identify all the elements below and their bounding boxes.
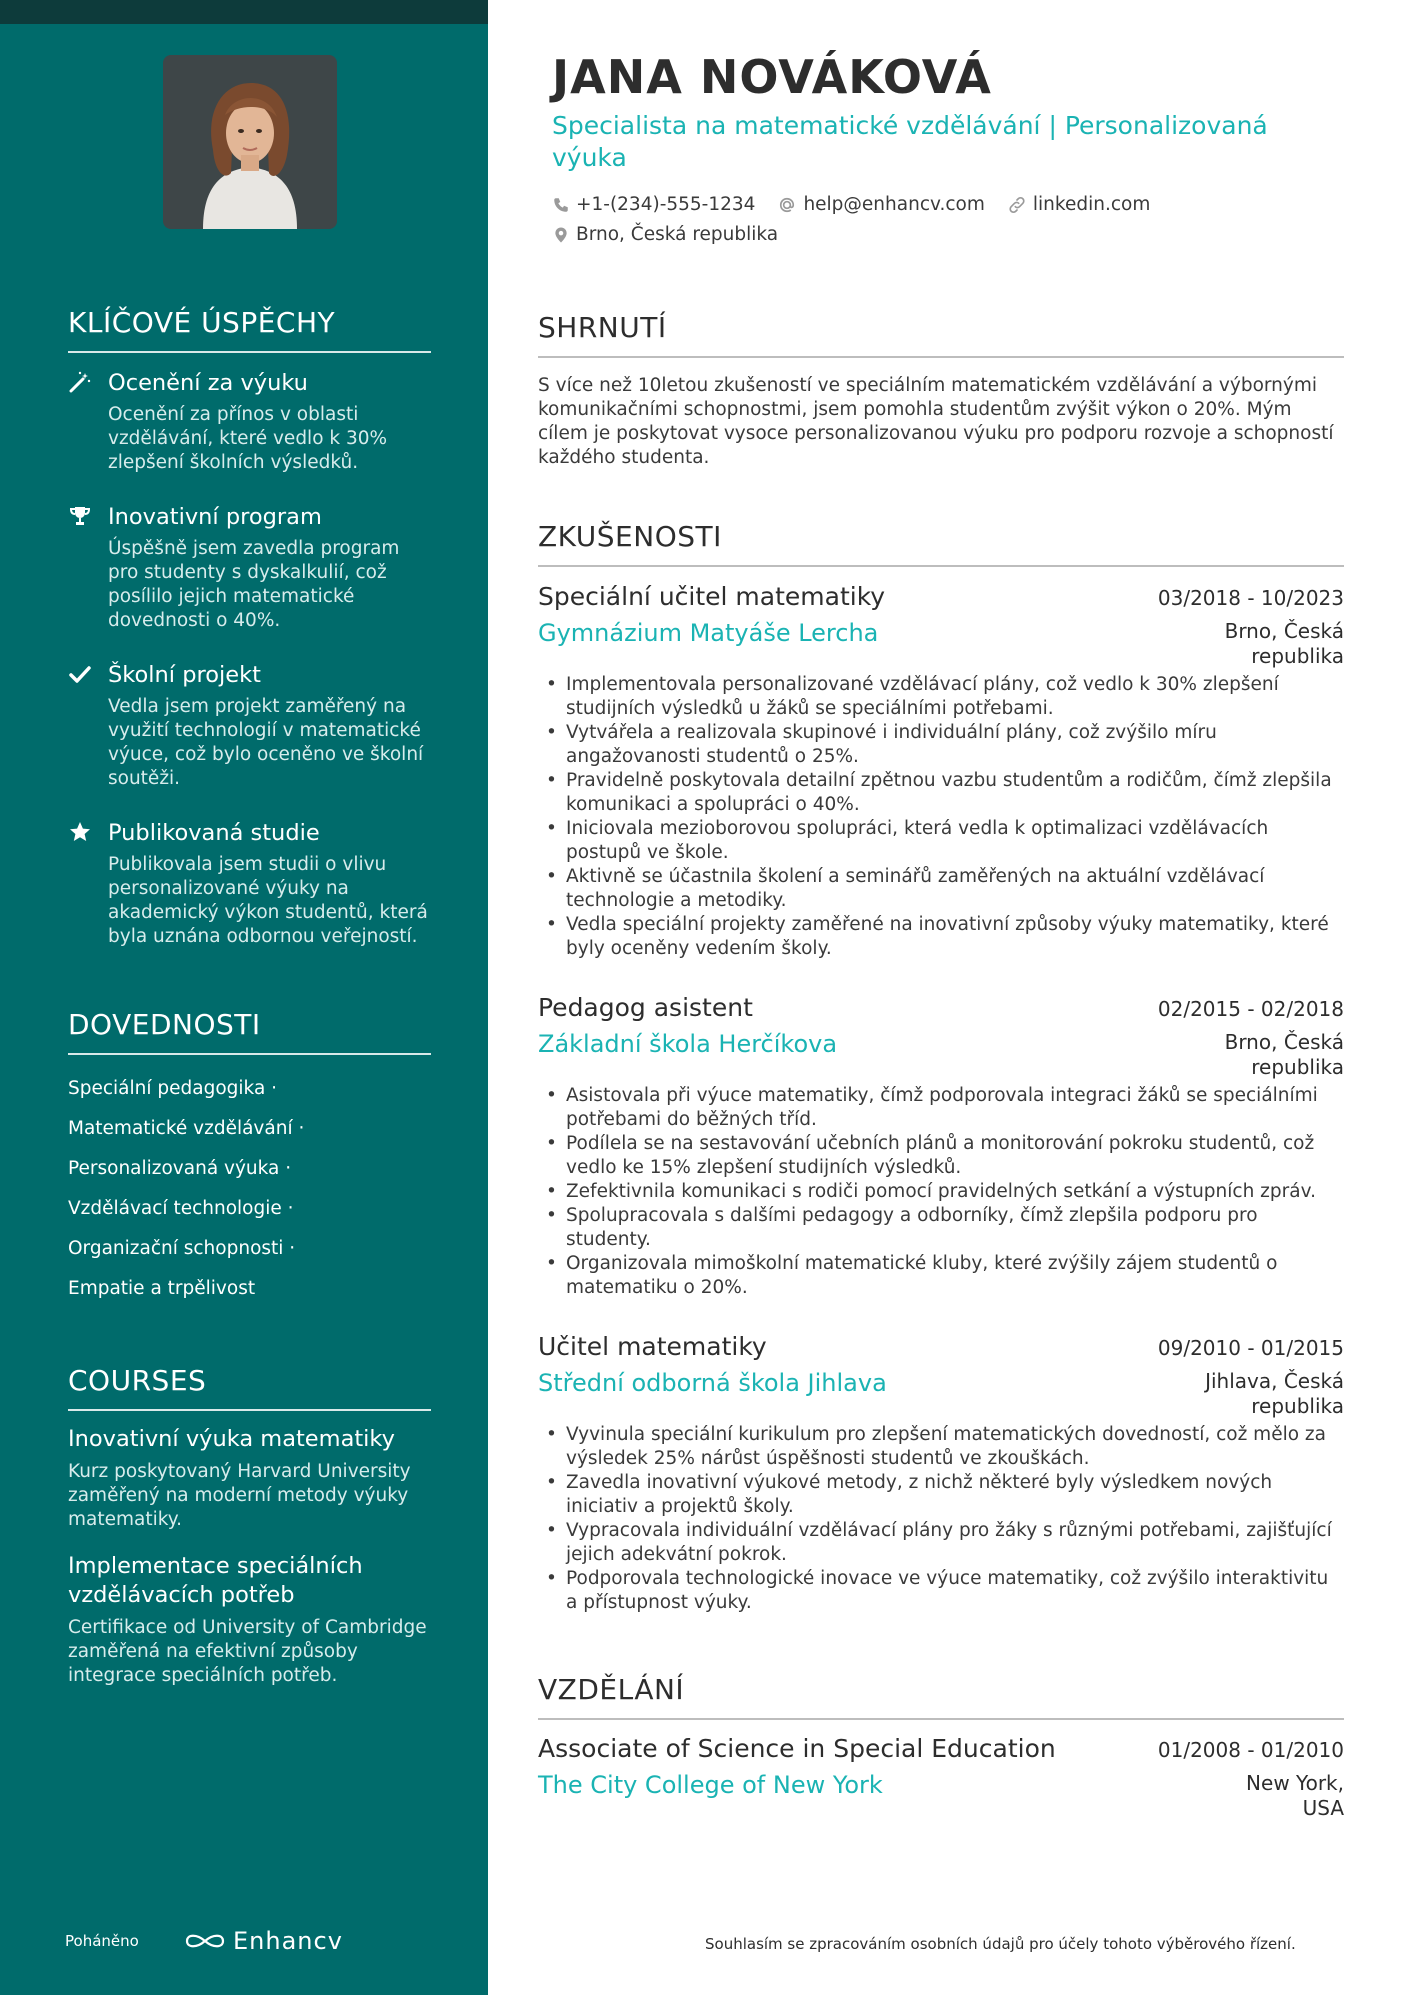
courses-section [68, 1364, 431, 1708]
phone-icon [552, 196, 570, 214]
enhancv-logo[interactable] [183, 1927, 343, 1955]
achievement-description: Vedla jsem projekt zaměřený na využití technologií v matematické výuce, což bylo oceněno ve školní soutěži. [108, 696, 424, 789]
consent-note: Souhlasím se zpracováním osobních údajů pro účely tohoto výběrového řízení. [705, 1935, 1296, 1953]
skill-item: Empatie a trpělivost [68, 1278, 256, 1299]
enhancv-brand: Enhancv [233, 1927, 343, 1955]
job-location: Brno, Česká republika [1224, 619, 1344, 668]
job-company: Základní škola Herčíkova [538, 1030, 838, 1058]
achievement-description: Ocenění za přínos v oblasti vzdělávání, které vedlo k 30% zlepšení školních výsledků. [108, 404, 388, 473]
job-bullets [538, 673, 1344, 961]
achievement-item [68, 367, 431, 475]
education-degree: Associate of Science in Special Education [538, 1734, 1056, 1763]
achievement-title: Inovativní program [108, 504, 322, 530]
job-bullet: • Zavedla inovativní výukové metody, z nichž některé byly výsledkem nových iniciativ a projektů školy. [538, 1471, 1344, 1519]
job-bullet: • Spolupracovala s dalšími pedagogy a odborníky, čímž zlepšila podporu pro studenty. [538, 1204, 1344, 1252]
skill-item: Matematické vzdělávání · [68, 1118, 305, 1139]
education-title: VZDĚLÁNÍ [538, 1673, 1344, 1720]
profile-photo [163, 55, 337, 229]
email-text: help@enhancv.com [803, 194, 985, 215]
phone-text: +1-(234)-555-1234 [576, 194, 756, 215]
job-title: Učitel matematiky [538, 1332, 767, 1361]
education-dates: 01/2008 - 01/2010 [1157, 1738, 1344, 1762]
job-bullet: • Implementovala personalizované vzdělávací plány, což vedlo k 30% zlepšení studijních výsledků u žáků se speciálními potřebami. [538, 673, 1344, 721]
job-bullet: • Zefektivnila komunikaci s rodiči pomocí pravidelných setkání a výstupních zpráv. [538, 1180, 1344, 1204]
sidebar [0, 0, 488, 1995]
skills-list [68, 1069, 431, 1309]
job-bullets [538, 1084, 1344, 1300]
job-company: Gymnázium Matyáše Lercha [538, 619, 879, 647]
skill-item: Vzdělávací technologie · [68, 1198, 294, 1219]
candidate-name: JANA NOVÁKOVÁ [552, 50, 992, 104]
contact-linkedin[interactable] [1007, 194, 1150, 215]
job-dates: 02/2015 - 02/2018 [1157, 997, 1344, 1021]
job-bullet: • Vytvářela a realizovala skupinové i individuální plány, což zvýšilo míru angažovanosti studentů o 25%. [538, 721, 1344, 769]
job-dates: 03/2018 - 10/2023 [1157, 586, 1344, 610]
star-icon [68, 820, 92, 844]
achievement-description: Publikovala jsem studii o vlivu personalizované výuky na akademický výkon studentů, která byla uznána odbornou veřejností. [108, 854, 428, 947]
linkedin-text: linkedin.com [1032, 194, 1151, 215]
enhancv-logo-icon [183, 1930, 227, 1952]
achievement-title: Publikovaná studie [108, 820, 320, 846]
job-location: Jihlava, Česká republika [1205, 1369, 1344, 1418]
at-sign-icon [777, 195, 797, 215]
job-entry [538, 993, 1344, 1300]
job-bullet: • Asistovala při výuce matematiky, čímž podporovala integraci žáků se speciálními potřebami do běžných tříd. [538, 1084, 1344, 1132]
skill-item: Personalizovaná výuka · [68, 1158, 292, 1179]
contact-email[interactable] [777, 194, 984, 215]
education-location: New York, USA [1246, 1771, 1344, 1820]
course-description: Kurz poskytovaný Harvard University zaměřený na moderní metody výuky matematiky. [68, 1461, 411, 1530]
achievement-item [68, 817, 431, 949]
job-entry [538, 1332, 1344, 1615]
course-title: Implementace speciálních vzdělávacích potřeb [68, 1553, 363, 1608]
link-icon [1007, 195, 1027, 215]
checkmark-icon [68, 662, 92, 686]
job-title: Speciální učitel matematiky [538, 582, 886, 611]
magic-wand-icon [68, 370, 92, 394]
contact-location [552, 224, 778, 245]
job-bullet: • Iniciovala mezioborovou spolupráci, která vedla k optimalizaci vzdělávacích postupů ve škole. [538, 817, 1344, 865]
achievements-section [68, 306, 431, 975]
job-bullet: • Podporovala technologické inovace ve výuce matematiky, což zvýšilo interaktivitu a přístupnost výuky. [538, 1567, 1344, 1615]
course-item [68, 1425, 431, 1532]
powered-by-label: Poháněno [65, 1932, 139, 1950]
sidebar-top-bar [0, 0, 488, 24]
skills-section [68, 1008, 431, 1309]
job-bullet: • Organizovala mimoškolní matematické kluby, které zvýšily zájem studentů o matematiku o 20%. [538, 1252, 1344, 1300]
job-bullet: • Pravidelně poskytovala detailní zpětnou vazbu studentům a rodičům, čímž zlepšila komunikaci a spolupráci o 40%. [538, 769, 1344, 817]
course-title: Inovativní výuka matematiky [68, 1426, 395, 1452]
course-item [68, 1552, 431, 1688]
achievement-item [68, 659, 431, 791]
location-text: Brno, Česká republika [576, 224, 779, 245]
candidate-headline: Specialista na matematické vzdělávání | Personalizovaná výuka [552, 111, 1268, 172]
job-location: Brno, Česká republika [1224, 1030, 1344, 1079]
summary-text: S více než 10letou zkušeností ve speciálním matematickém vzdělávání a výbornými komunikačními schopnostmi, jsem pomohla studentům zvýšit výkon o 20%. Mým cílem je poskytovat vysoce personalizovanou výuku pro podporu rozvoje a schopností každého studenta. [538, 375, 1334, 468]
job-bullet: • Aktivně se účastnila školení a seminářů zaměřených na aktuální vzdělávací technologie a metodiky. [538, 865, 1344, 913]
achievement-description: Úspěšně jsem zavedla program pro studenty s dyskalkulií, což posílilo jejich matematické dovednosti o 40%. [108, 538, 400, 631]
skill-item: Organizační schopnosti · [68, 1238, 296, 1259]
summary-title: SHRNUTÍ [538, 311, 1344, 358]
education-entry [538, 1734, 1344, 1821]
courses-title: COURSES [68, 1364, 431, 1411]
contact-row [552, 194, 1172, 215]
skill-item: Speciální pedagogika · [68, 1078, 278, 1099]
contact-phone[interactable] [552, 194, 755, 215]
job-title: Pedagog asistent [538, 993, 753, 1022]
experience-title: ZKUŠENOSTI [538, 520, 1344, 567]
achievement-item [68, 501, 431, 633]
job-bullet: • Podílela se na sestavování učebních plánů a monitorování pokroku studentů, což vedlo ke 15% zlepšení studijních výsledků. [538, 1132, 1344, 1180]
achievement-title: Ocenění za výuku [108, 370, 308, 396]
job-bullet: • Vyvinula speciální kurikulum pro zlepšení matematických dovedností, což mělo za výsledek 25% nárůst úspěšnosti studentů ve zkouškách. [538, 1423, 1344, 1471]
job-entry [538, 582, 1344, 961]
job-bullet: • Vypracovala individuální vzdělávací plány pro žáky s různými potřebami, zajišťující jejich adekvátní pokrok. [538, 1519, 1344, 1567]
achievement-title: Školní projekt [108, 662, 261, 688]
achievements-title: KLÍČOVÉ ÚSPĚCHY [68, 306, 431, 353]
job-bullets [538, 1423, 1344, 1615]
job-dates: 09/2010 - 01/2015 [1157, 1336, 1344, 1360]
skills-title: DOVEDNOSTI [68, 1008, 431, 1055]
course-description: Certifikace od University of Cambridge zaměřená na efektivní způsoby integrace speciálních potřeb. [68, 1617, 427, 1686]
trophy-icon [68, 504, 92, 528]
contact-row-location [552, 224, 800, 245]
education-school: The City College of New York [538, 1771, 883, 1799]
job-company: Střední odborná škola Jihlava [538, 1369, 887, 1397]
job-bullet: • Vedla speciální projekty zaměřené na inovativní způsoby výuky matematiky, které byly oceněny vedením školy. [538, 913, 1344, 961]
map-pin-icon [552, 225, 570, 245]
